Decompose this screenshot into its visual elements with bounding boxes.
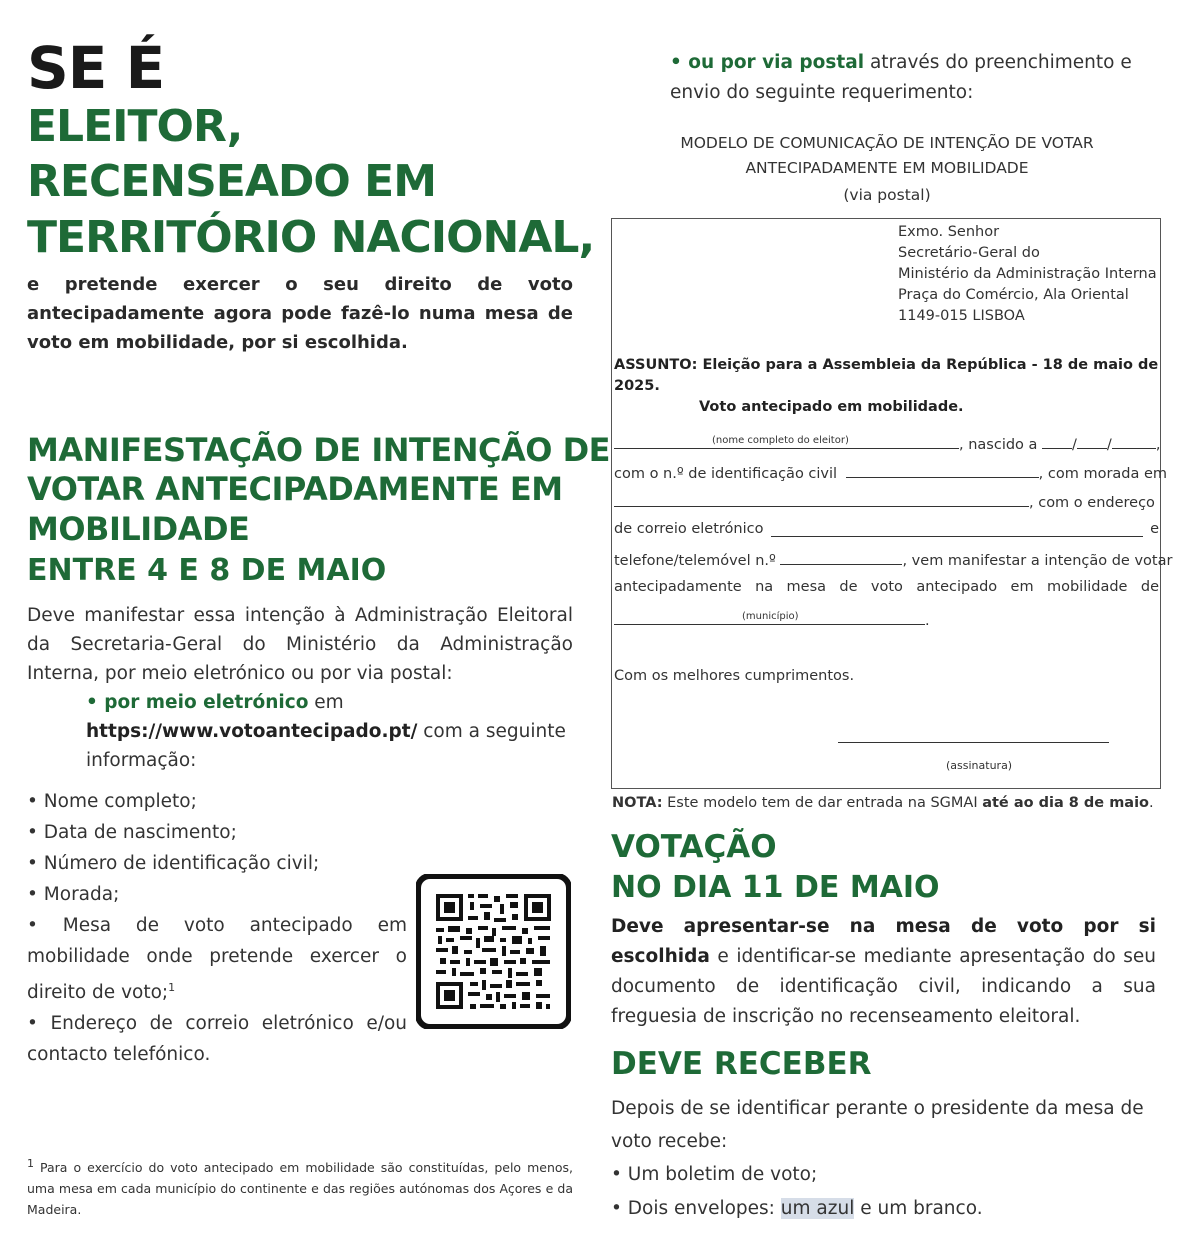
name-caption: (nome completo do eleitor) — [712, 435, 849, 446]
form-line-intent — [614, 579, 1159, 595]
list-item: • Nome completo; — [27, 791, 197, 812]
name-field[interactable] — [614, 434, 959, 449]
receive-paragraph: Depois de se identificar perante o presidente da mesa de voto recebe: — [611, 1098, 1144, 1152]
postal-option — [670, 48, 1150, 108]
receive-heading: DEVE RECEBER — [611, 1046, 872, 1082]
address-line: Exmo. Senhor — [898, 224, 1000, 240]
form-line-id — [614, 463, 1168, 482]
form-line-municipality — [614, 610, 1159, 629]
envelope-rest: e um branco. — [854, 1198, 983, 1219]
email-field[interactable] — [771, 522, 1143, 537]
form-line-name — [614, 434, 1159, 453]
birth-day-field[interactable] — [1042, 434, 1072, 449]
word: voto — [870, 579, 903, 595]
model-title — [612, 131, 1162, 181]
list-item — [611, 1192, 983, 1226]
list-item-text: • Mesa de voto antecipado em mobilidade onde pretende exercer o direito de voto; — [27, 915, 407, 1004]
note-label: NOTA: — [612, 795, 663, 811]
email-label-start: , com o endereço — [1029, 495, 1155, 511]
id-number-field[interactable] — [846, 463, 1039, 478]
signature-line[interactable] — [838, 742, 1109, 743]
qr-code-icon[interactable] — [416, 874, 571, 1029]
voting-date-heading: NO DIA 11 DE MAIO — [611, 870, 940, 905]
phone-field[interactable] — [780, 550, 902, 565]
recipient-address — [898, 222, 1157, 327]
address-line: Secretário-Geral do — [898, 245, 1040, 261]
and-label: e — [1150, 521, 1159, 537]
word: mesa — [786, 579, 827, 595]
word: na — [755, 579, 774, 595]
period: . — [925, 613, 930, 629]
present-rest: e identificar-se mediante apresentação do seu documento de identificação civil, indicando a sua freguesia de inscrição no recenseamento eleitoral. — [611, 946, 1156, 1027]
postal-label: • ou por via postal — [670, 52, 865, 73]
municipality-field[interactable] — [614, 610, 925, 625]
subject — [614, 355, 1179, 418]
subject-line-2: Voto antecipado em mobilidade. — [699, 399, 964, 415]
intent-label: , vem manifestar a intenção de votar — [902, 553, 1173, 569]
subject-label: ASSUNTO: — [614, 357, 698, 373]
form-line-address — [614, 492, 1159, 511]
model-subtitle: (via postal) — [843, 186, 931, 204]
birth-month-field[interactable] — [1077, 434, 1107, 449]
highlighted-text: um azul — [780, 1198, 855, 1219]
section-heading-line-2: VOTAR ANTECIPADAMENTE EM — [27, 470, 563, 508]
word: de — [1140, 579, 1159, 595]
born-label: , nascido a — [959, 437, 1038, 453]
info-list — [27, 786, 407, 1070]
note-end: . — [1149, 795, 1154, 811]
receive-list — [611, 1158, 983, 1226]
address-label: , com morada em — [1038, 466, 1168, 482]
municipality-caption: (município) — [742, 611, 799, 622]
form-line-phone — [614, 550, 1173, 569]
section-heading-line-1: MANIFESTAÇÃO DE INTENÇÃO DE — [27, 431, 610, 469]
list-item: • Número de identificação civil; — [27, 853, 320, 874]
website-link[interactable]: https://www.votoantecipado.pt/ — [86, 721, 418, 742]
heading-se-e: SE É — [27, 34, 165, 102]
address-line: 1149-015 LISBOA — [898, 308, 1025, 324]
postal-rest: através do preenchimento e envio do seguinte requerimento: — [670, 52, 1132, 103]
address-field[interactable] — [614, 492, 1029, 507]
list-item: • Um boletim de voto; — [611, 1164, 818, 1185]
date-separator: / — [1106, 437, 1112, 453]
model-title-line-1: MODELO DE COMUNICAÇÃO DE INTENÇÃO DE VOTAR — [680, 134, 1094, 152]
subject-line-1: Eleição para a Assembleia da República - 18 de maio de 2025. — [614, 357, 1159, 394]
section-heading-line-3: MOBILIDADE — [27, 510, 250, 548]
address-line: Praça do Comércio, Ala Oriental — [898, 287, 1129, 303]
list-item: • Data de nascimento; — [27, 822, 237, 843]
date-separator: / — [1072, 437, 1077, 453]
heading-territorio: TERRITÓRIO NACIONAL, — [27, 212, 595, 263]
birth-year-field[interactable] — [1112, 434, 1156, 449]
voting-heading: VOTAÇÃO — [611, 829, 777, 865]
heading-recenseado: RECENSEADO EM — [27, 156, 436, 207]
electronic-rest: com a seguinte informação: — [86, 721, 566, 771]
footnote — [27, 1153, 573, 1220]
envelope-label: • Dois envelopes: — [611, 1198, 781, 1219]
heading-eleitor: ELEITOR, — [27, 101, 243, 152]
word: mobilidade — [1046, 579, 1128, 595]
list-item: • Endereço de correio eletrónico e/ou contacto telefónico. — [27, 1013, 407, 1066]
note-deadline: até ao dia 8 de maio — [982, 795, 1150, 811]
electronic-option — [86, 688, 576, 775]
model-title-line-2: ANTECIPADAMENTE EM MOBILIDADE — [745, 159, 1029, 177]
word: em — [1010, 579, 1034, 595]
word: antecipado — [916, 579, 998, 595]
id-label: com o n.º de identificação civil — [614, 466, 838, 482]
word: antecipadamente — [614, 579, 742, 595]
intro-text: e pretende exercer o seu direito de voto antecipadamente agora pode fazê-lo numa mesa de voto em mobilidade, por si escolhida. — [27, 274, 573, 353]
phone-label: telefone/telemóvel n.º — [614, 553, 776, 569]
address-line: Ministério da Administração Interna — [898, 266, 1157, 282]
present-paragraph — [611, 912, 1156, 1032]
footnote-ref: 1 — [168, 981, 176, 994]
comma: , — [1155, 437, 1161, 453]
footnote-mark: 1 — [27, 1157, 34, 1170]
note — [612, 795, 1154, 811]
signature-caption: (assinatura) — [946, 759, 1013, 772]
present-bold: Deve apresentar-se na mesa de voto por si escolhida — [611, 916, 1156, 967]
list-item: • Morada; — [27, 884, 120, 905]
manifest-paragraph: Deve manifestar essa intenção à Administração Eleitoral da Secretaria-Geral do Ministério da Administração Interna, por meio eletrónico ou por via postal: — [27, 605, 573, 684]
footnote-text: Para o exercício do voto antecipado em mobilidade são constituídas, pelo menos, uma mesa em cada município do continente e das regiões autónomas dos Açores e da Madeira. — [27, 1160, 574, 1218]
electronic-em: em — [308, 692, 344, 713]
form-line-email — [614, 521, 1159, 537]
note-text: Este modelo tem de dar entrada na SGMAI — [662, 795, 983, 811]
electronic-label: • por meio eletrónico — [86, 692, 309, 713]
email-label: de correio eletrónico — [614, 521, 764, 537]
date-heading: ENTRE 4 E 8 DE MAIO — [27, 553, 387, 588]
list-item — [27, 910, 407, 1008]
word: de — [839, 579, 858, 595]
closing-text: Com os melhores cumprimentos. — [614, 668, 855, 684]
